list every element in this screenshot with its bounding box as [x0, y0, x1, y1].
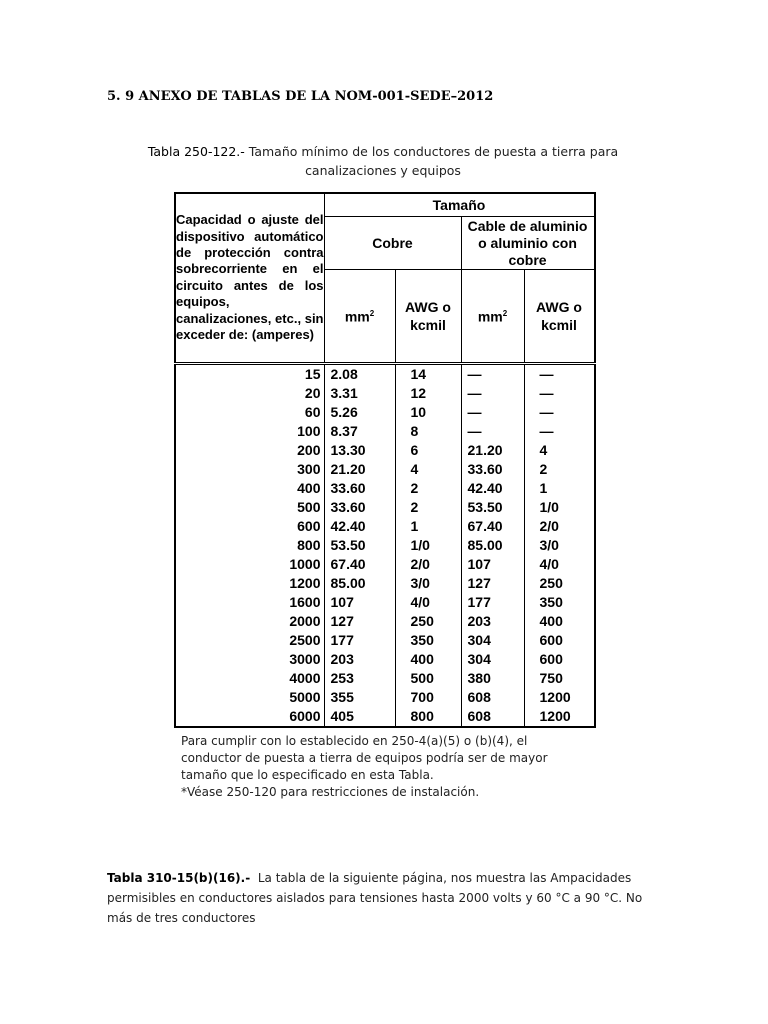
- table-cell: 21.20: [467, 441, 503, 458]
- table-cell: 67.40: [330, 555, 366, 572]
- table-cell: 2500: [289, 632, 321, 649]
- table-cell: 350: [410, 632, 434, 649]
- table-cell: —: [539, 384, 554, 401]
- table-cell: 253: [330, 670, 354, 687]
- table-cell: 33.60: [467, 460, 503, 477]
- table-cell: 4/0: [539, 555, 559, 572]
- column-aluminum-awg: [524, 363, 595, 727]
- unit-superscript: 2: [502, 309, 508, 319]
- note-text: Para cumplir con lo establecido en 250-4(a)(5) o (b)(4), el conductor de puesta a tierra de equipos podría ser de mayor tamaño que lo especificado en esta Tabla.: [181, 734, 548, 782]
- table-cell: 304: [467, 651, 491, 668]
- table-cell: 2000: [289, 613, 321, 630]
- column-copper-mm2: [324, 363, 395, 727]
- table-cell: 33.60: [330, 479, 366, 496]
- header-copper-mm2: [324, 270, 395, 364]
- table-cell: 5.26: [330, 403, 358, 420]
- table-cell: 400: [410, 651, 434, 668]
- table-cell: 200: [297, 441, 321, 458]
- table-cell: 400: [297, 479, 321, 496]
- table-cell: 300: [297, 460, 321, 477]
- table-cell: 1000: [289, 555, 321, 572]
- table-cell: 355: [330, 689, 354, 706]
- table-cell: 1/0: [539, 498, 559, 515]
- table-cell: 4000: [289, 670, 321, 687]
- table-cell: 67.40: [467, 517, 503, 534]
- table-cell: 5000: [289, 689, 321, 706]
- unit-mm-label: mm: [344, 309, 370, 326]
- header-aluminum: Cable de aluminio o aluminio con cobre: [461, 217, 595, 270]
- table-cell: 4/0: [410, 594, 430, 611]
- header-aluminum-awg: AWG o kcmil: [524, 270, 595, 364]
- table-cell: 2: [410, 479, 419, 496]
- caption-label: Tabla 250-122.-: [147, 144, 245, 159]
- table-cell: 15: [304, 365, 321, 382]
- table-cell: 42.40: [467, 479, 503, 496]
- table-cell: 800: [297, 536, 321, 553]
- table-cell: 1200: [539, 689, 571, 706]
- table-cell: 405: [330, 708, 354, 725]
- table-cell: 8.37: [330, 422, 358, 439]
- note-text: *Véase 250-120 para restricciones de instalación.: [181, 785, 480, 799]
- table-cell: 85.00: [330, 575, 366, 592]
- table-cell: 127: [330, 613, 354, 630]
- table-cell: 4: [410, 460, 419, 477]
- header-copper-awg: AWG o kcmil: [395, 270, 461, 364]
- header-size: Tamaño: [324, 193, 595, 217]
- table-cell: 3/0: [539, 536, 559, 553]
- table-cell: 10: [410, 403, 427, 420]
- caption-text: Tamaño mínimo de los conductores de puesta a tierra para canalizaciones y equipos: [248, 144, 619, 178]
- table-cell: 700: [410, 689, 434, 706]
- table-cell: 107: [467, 555, 491, 572]
- table-cell: 600: [297, 517, 321, 534]
- table-cell: 20: [304, 384, 321, 401]
- table-cell: 2/0: [410, 555, 430, 572]
- table-cell: 608: [467, 689, 491, 706]
- table-cell: 3/0: [410, 575, 430, 592]
- header-capacity: Capacidad o ajuste del dispositivo automático de protección contra sobrecorriente en el circuito antes de los equipos, canalizaciones, etc., sin exceder de: (amperes): [175, 193, 324, 363]
- table-cell: 14: [410, 365, 427, 382]
- table-cell: 1: [539, 479, 548, 496]
- column-copper-awg: [395, 363, 461, 727]
- table-cell: 12: [410, 384, 427, 401]
- table-cell: 21.20: [330, 460, 366, 477]
- table-cell: 500: [410, 670, 434, 687]
- following-paragraph: [107, 868, 667, 928]
- table-cell: 250: [539, 575, 563, 592]
- table-cell: 4: [539, 441, 548, 458]
- header-aluminum-mm2: [461, 270, 524, 364]
- unit-mm-label: mm: [477, 309, 503, 326]
- table-cell: 500: [297, 498, 321, 515]
- table-cell: 1600: [289, 594, 321, 611]
- section-heading: 5. 9 ANEXO DE TABLAS DE LA NOM-001-SEDE–2012: [107, 89, 494, 104]
- table-cell: 177: [330, 632, 354, 649]
- table-cell: 203: [330, 651, 354, 668]
- table-cell: 250: [410, 613, 434, 630]
- table-cell: 3000: [289, 651, 321, 668]
- table-cell: —: [467, 422, 482, 439]
- table-cell: 3.31: [330, 384, 358, 401]
- table-cell: 2.08: [330, 365, 358, 382]
- table-cell: 304: [467, 632, 491, 649]
- table-cell: 107: [330, 594, 354, 611]
- header-copper: Cobre: [324, 217, 461, 270]
- table-cell: 380: [467, 670, 491, 687]
- table-cell: 1200: [289, 575, 321, 592]
- table-cell: 60: [304, 403, 321, 420]
- table-cell: 1: [410, 517, 419, 534]
- table-cell: 400: [539, 613, 563, 630]
- table-cell: —: [467, 365, 482, 382]
- table-cell: —: [539, 403, 554, 420]
- table-cell: 600: [539, 651, 563, 668]
- table-cell: 1/0: [410, 536, 430, 553]
- table-cell: 53.50: [330, 536, 366, 553]
- table-cell: 2/0: [539, 517, 559, 534]
- table-cell: —: [539, 365, 554, 382]
- table-cell: 750: [539, 670, 563, 687]
- table-cell: 127: [467, 575, 491, 592]
- table-cell: 13.30: [330, 441, 366, 458]
- table-cell: —: [467, 384, 482, 401]
- table-cell: 42.40: [330, 517, 366, 534]
- table-cell: 6000: [289, 708, 321, 725]
- table-cell: 2: [539, 460, 548, 477]
- table-cell: 6: [410, 441, 419, 458]
- table-cell: 1200: [539, 708, 571, 725]
- paragraph-label: Tabla 310-15(b)(16).-: [107, 871, 251, 885]
- table-cell: 800: [410, 708, 434, 725]
- table-cell: 177: [467, 594, 491, 611]
- table-cell: 608: [467, 708, 491, 725]
- column-amperes: [175, 363, 324, 727]
- table-cell: 33.60: [330, 498, 366, 515]
- table-cell: —: [467, 403, 482, 420]
- table-cell: 100: [297, 422, 321, 439]
- table-notes: [181, 733, 591, 801]
- table-caption: [118, 142, 648, 180]
- table-cell: 2: [410, 498, 419, 515]
- table-cell: 600: [539, 632, 563, 649]
- grounding-conductor-table: [174, 192, 596, 728]
- table-cell: 203: [467, 613, 491, 630]
- table-cell: 8: [410, 422, 419, 439]
- table-cell: 350: [539, 594, 563, 611]
- column-aluminum-mm2: [461, 363, 524, 727]
- table-cell: —: [539, 422, 554, 439]
- table-cell: 85.00: [467, 536, 503, 553]
- table-cell: 53.50: [467, 498, 503, 515]
- paragraph-text: La tabla de la siguiente página, nos muestra las Ampacidades permisibles en conductores aislados para tensiones hasta 2000 volts y 60 °C a 90 °C. No más de tres conductores: [107, 871, 643, 925]
- unit-superscript: 2: [369, 309, 375, 319]
